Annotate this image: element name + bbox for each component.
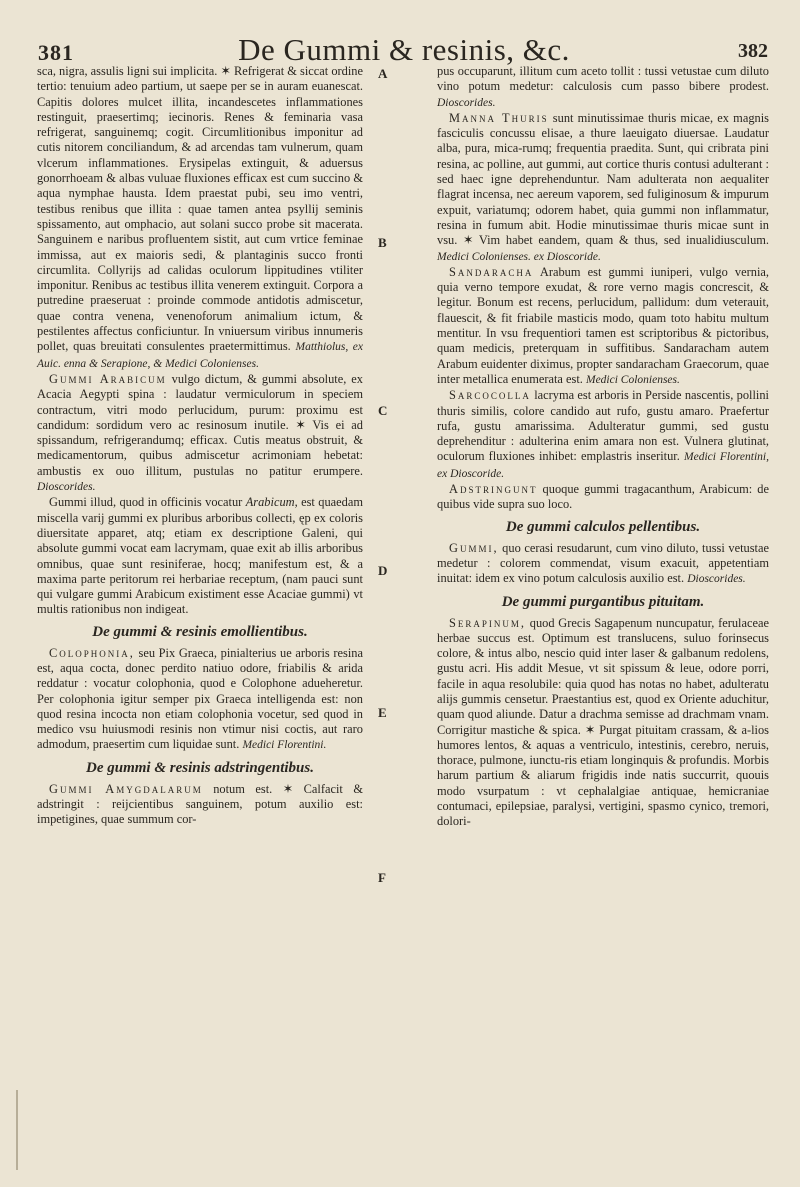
- entry-heading: Manna Thuris: [449, 110, 549, 125]
- citation: Medici Florentini, ex Dioscoride.: [437, 451, 769, 480]
- binding-edge-mark: [16, 1090, 18, 1170]
- section-heading: De gummi purgantibus pituitam.: [501, 593, 705, 610]
- paragraph: Manna Thuris sunt minutissimae thuris micae, ex magnis fasciculis concussu elisae, a thure laeuigato diuersae. Laudatur alba, pura, mica-rumq; frequentia praedita. Sunt, qui cribrata pini resina, ac polline, aut gummi, aut cortice thuris contusi adulterant : sed haec igne deprehenduntur. Nam adulterata non aequaliter flagrat incensa, nec aereum vaporem, sed fuliginosum & impurum expuit, variatumq; odorem habet, quia gummi non inflammatur, resina in fumum abit. Hodie minutissimae thuris micae sunt in vsu. ✶ Vim habet eandem, quam & thus, sed inualidiusculum. Medici Colonienses. ex Dioscoride.: [437, 110, 769, 263]
- margin-letter-b: B: [378, 235, 387, 250]
- citation: Dioscorides.: [687, 573, 746, 586]
- citation: Matthiolus, ex Auic. enna & Serapione, & Medici Colonienses.: [37, 341, 363, 370]
- citation: Dioscorides.: [437, 96, 496, 109]
- paragraph: sca, nigra, assulis ligni sui implicita. ✶ Refrigerat & siccat ordine tertio: tenuium adeo partium, ut saepe per se in auram euanescat. Capitis dolores mulcet illita, incandescetes inflammationes restinguit, praesertimq; iecinoris. Renes & feminaria vasa refrigerat, sanguinemq; cogit. Circumlitionibus imponitur ad cutis nitorem conciliandum, & ad arcendas tam vulnerum, quam vlcerum inflammationes. Erysipelas extinguit, & aduersus gonorrhoeam & albas vuluae fluxiones efficax est cum succino & aqua nymphae hausta. Idem praestat pubi, seu imo ventri, testibus renibus que illita : quae tamen antea psyllij seminis spissamento, aut omphacio, aut solani succo probe sit macerata. Sanguinem e naribus profluentem sistit, aut cum vrtice feminae immissa, aut ex maioris sedi, & plantaginis succo fronti circumlita. Collyrijs ad calidas oculorum lippitudines vtiliter imponitur. Renibus ac testibus illita venerem extinguit. Corpora a putredine praeseruat : proinde commode antidotis admiscetur, quae contra venena, venenoforum animalium ictum, & pestilentes affectus conficiuntur. In vniuersum viribus innumeris pollet, quas breuitati consulentes praetermittimus. Matthiolus, ex Auic. enna & Serapione, & Medici Colonienses.: [37, 64, 363, 370]
- margin-letter-c: C: [378, 403, 388, 418]
- paragraph: pus occuparunt, illitum cum aceto tollit : tussi vetustae cum diluto vino potum medetur: calculosis cum passo bibere prodest. Dioscorides.: [437, 64, 769, 109]
- entry-heading: Serapinum,: [449, 615, 526, 630]
- paragraph: Sandaracha Arabum est gummi iuniperi, vulgo vernia, quia verno tempore exudat, & rore verno magis concrescit, & legitur. Bonum est recens, perlucidum, pallidum: dum veterauit, flauescit, & fit friabile masticis modo, quam toto habitu multum mentitur. In vsu frequentiori tamen est scriptoribus & pictoribus, quam medicis, preterquam in suffitibus. Sandaracham autem Arabum euidenter diximus, propter sandaracham Graecorum, quae inter metallica enumerata est. Medici Colonienses.: [437, 264, 769, 386]
- paragraph: Gummi illud, quod in officinis vocatur Arabicum, est quaedam miscella varij gummi ex pluribus arboribus collecti, ęp ex coloris diuersitate apparet, atq; etiam ex descriptione Galeni, qui absolute gummi vocat eam lacrymam, quae exit ab illis arboribus omnibus, quae sunt resiniferae, hocq; manifestum est, & a maxima parte peritorum rei herbariae receptum, (nam pauci sunt qui vulgare gummi Arabicum existiment esse Acaciae gummi) vt multis rationibus non indigeat.: [37, 495, 363, 617]
- margin-letter-e: E: [378, 705, 387, 720]
- section-heading: De gummi & resinis emollientibus.: [92, 623, 308, 640]
- paragraph: Adstringunt quoque gummi tragacanthum, Arabicum: de quibus vide supra suo loco.: [437, 482, 769, 512]
- entry-heading: Sarcocolla: [449, 388, 531, 403]
- paragraph: Serapinum, quod Grecis Sagapenum nuncupatur, ferulaceae herbae succus est. Optimum est translucens, suluo forinsecus colore, & intus albo, nescio quid inter laser & galbanum redolens, gustu acri. His addit Mesue, vt sit spissum & leue, odore porri, facile in aqua resolubile: quia quod has notas no habet, adulteratu alijs gummis censetur. Praestantius est, quod ex Oriente aduchitur, quam quod aliunde. Datur a drachma semisse ad drachmam vnam. Corrigitur mastiche & spica. ✶ Purgat pituitam crassam, & a-lios humores lentos, & aquas a ventriculo, intestinis, cerebro, neruis, thorace, pulmone, iunctu-ris etiam longinquis & profundis. Morbis harum partium & aliarum frigidis inde natis succurrit, quouis modo vsurpatum : vt cephalalgiae antiquae, hemicraniae contumaci, epilepsiae, paralysi, vertigini, spasmo cynico, tremori, dolori-: [437, 615, 769, 829]
- paragraph: Sarcocolla lacryma est arboris in Perside nascentis, pollini thuris similis, colore candido aut rufo, gustu amaro. Praefertur rufa, gustu amarissima. Adulteratur gummi, sed gustu deprehenditur : adulterina enim amara non est. Vulnera glutinat, oculorum fluxiones inhibet: emplastris inseritur. Medici Florentini, ex Dioscoride.: [437, 388, 769, 480]
- paragraph: Gummi Amygdalarum notum est. ✶ Calfacit & adstringit : reijcientibus sanguinem, potum auxilio est: impetigines, quae summum cor-: [37, 781, 363, 827]
- entry-heading: Gummi,: [449, 540, 499, 555]
- margin-letter-f: F: [378, 870, 386, 885]
- entry-heading: Gummi Arabicum: [49, 371, 167, 386]
- paragraph: Gummi Arabicum vulgo dictum, & gummi absolute, ex Acacia Aegypti spina : laudatur vermiculorum in speciem contractum, vitri modo perlucidum, purum: proximu est candidum: sordidum vero ac resinosum inutile. ✶ Vis ei ad spissandum, refrigerandumq; efficax. Cutis meatus obstruit, & medicamentorum, quibus admiscetur acrimoniam hebetat: ambustis ex ouo illitum, pustulas no patitur erumpere. Dioscorides.: [37, 371, 363, 494]
- left-column: [37, 64, 363, 828]
- right-column: [437, 64, 769, 830]
- citation: Medici Florentini.: [242, 739, 327, 752]
- margin-letter-d: D: [378, 563, 388, 578]
- section-heading: De gummi & resinis adstringentibus.: [86, 759, 314, 776]
- citation: Dioscorides.: [37, 481, 96, 494]
- paragraph: Gummi, quo cerasi resudarunt, cum vino diluto, tussi vetustae medetur : colorem commendat, visum exacuit, appetentiam inuitat: idem ex vino potum calculosis auxilio est. Dioscorides.: [437, 540, 769, 586]
- page-number-right: 382: [738, 40, 768, 62]
- entry-heading: Adstringunt: [449, 482, 538, 497]
- citation: Medici Colonienses.: [585, 373, 680, 386]
- citation: Medici Colonienses. ex Dioscoride.: [437, 250, 601, 263]
- entry-heading: Colophonia,: [49, 645, 135, 660]
- paragraph: Colophonia, seu Pix Graeca, pinialterius ue arboris resina est, aqua cocta, donec perdito natiuo odore, friabilis & arida reddatur : vocatur colophonia, quod e Colophone adueheretur. Per colophonia igitur semper pix Graeca intelligenda est: non quod resina incocta non etiam colophonia vocetur, sed quod in medico vsu huiusmodi resinis non vtimur nisi coctis, aut raro admodum, praesertim cum liquidae sunt. Medici Florentini.: [37, 645, 363, 752]
- page-number-left: 381: [38, 40, 74, 65]
- section-heading: De gummi calculos pellentibus.: [505, 518, 701, 535]
- entry-heading: Gummi Amygdalarum: [49, 781, 203, 796]
- margin-letter-a: A: [378, 66, 388, 81]
- running-title: De Gummi & resinis, &c.: [238, 32, 570, 67]
- entry-heading: Sandaracha: [449, 264, 534, 279]
